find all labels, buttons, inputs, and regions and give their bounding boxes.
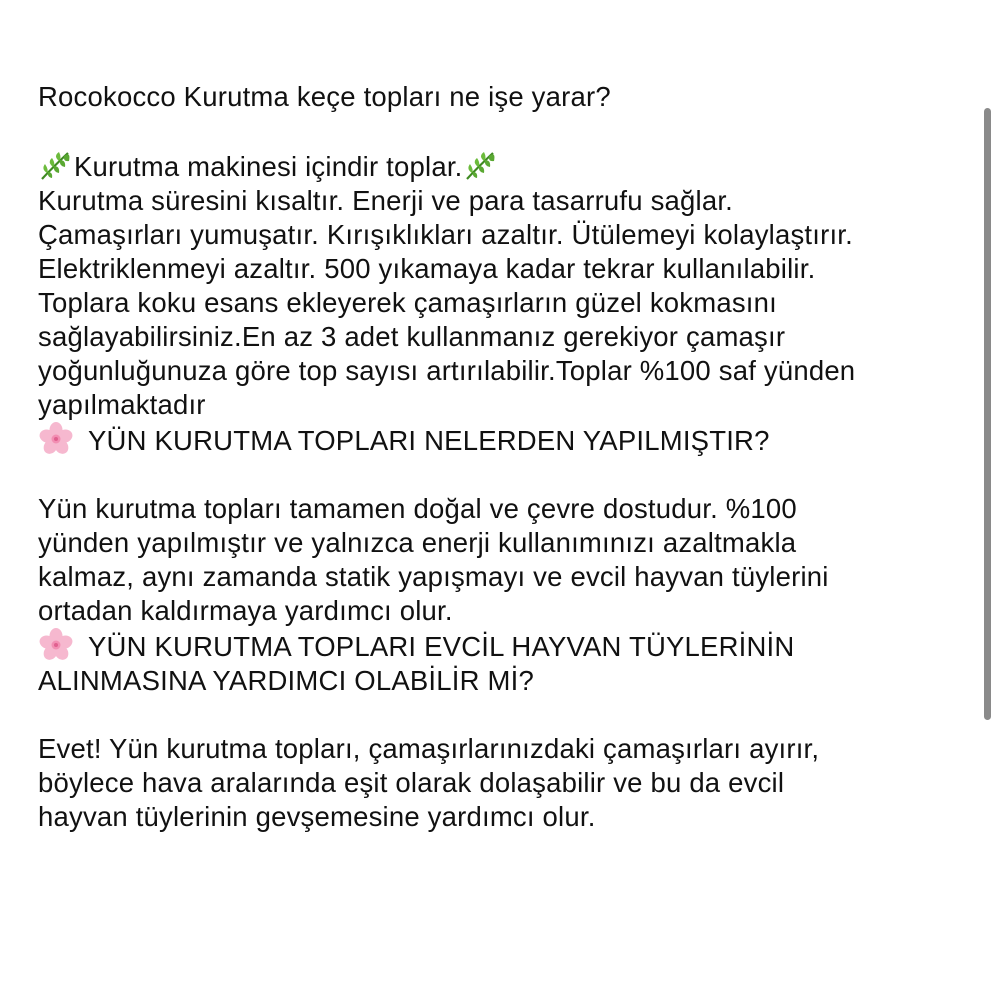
scrollbar-thumb[interactable] xyxy=(984,108,991,720)
heading3-line: ALINMASINA YARDIMCI OLABİLİR Mİ? xyxy=(38,665,534,696)
para1-line: Toplara koku esans ekleyerek çamaşırların güzel kokmasını xyxy=(38,287,777,318)
heading-pet-hair xyxy=(38,628,983,664)
blank-line xyxy=(38,114,983,148)
heading-dryer-balls xyxy=(38,148,983,184)
para2-line: ortadan kaldırmaya yardımcı olur. xyxy=(38,595,453,626)
vertical-scrollbar[interactable] xyxy=(984,108,992,748)
para1-line: Çamaşırları yumuşatır. Kırışıklıkları azaltır. Ütülemeyi kolaylaştırır. xyxy=(38,219,853,250)
cherry-blossom-icon xyxy=(38,628,74,662)
blank-line xyxy=(38,458,983,492)
cherry-blossom-icon xyxy=(38,422,74,456)
para1-line: sağlayabilirsiniz.En az 3 adet kullanmanız gerekiyor çamaşır xyxy=(38,321,786,352)
para2-line: yünden yapılmıştır ve yalnızca enerji kullanımınızı azaltmakla xyxy=(38,527,797,558)
para1-line: Kurutma süresini kısaltır. Enerji ve para tasarrufu sağlar. xyxy=(38,185,734,216)
cut-top-line: Rocokocco Kurutma keçe topları ne işe yarar? xyxy=(38,81,611,112)
blank-line xyxy=(38,698,983,732)
para3-line: hayvan tüylerinin gevşemesine yardımcı olur. xyxy=(38,801,596,832)
note-body[interactable] xyxy=(38,80,983,834)
para1-line: yoğunluğunuza göre top sayısı artırılabilir.Toplar %100 saf yünden xyxy=(38,355,856,386)
note-scroll-area[interactable] xyxy=(0,81,990,1000)
para1-line: Elektriklenmeyi azaltır. 500 yıkamaya kadar tekrar kullanılabilir. xyxy=(38,253,816,284)
heading1-text: Kurutma makinesi içindir toplar. xyxy=(74,151,463,182)
herb-icon xyxy=(38,148,74,182)
para2-line: kalmaz, aynı zamanda statik yapışmayı ve evcil hayvan tüylerini xyxy=(38,561,829,592)
herb-icon xyxy=(463,148,499,182)
heading2-text: YÜN KURUTMA TOPLARI NELERDEN YAPILMIŞTIR? xyxy=(88,425,770,456)
heading3-text: YÜN KURUTMA TOPLARI EVCİL HAYVAN TÜYLERİNİN xyxy=(88,631,795,662)
para2-line: Yün kurutma topları tamamen doğal ve çevre dostudur. %100 xyxy=(38,493,797,524)
para3-line: böylece hava aralarında eşit olarak dolaşabilir ve bu da evcil xyxy=(38,767,785,798)
para3-line: Evet! Yün kurutma topları, çamaşırlarınızdaki çamaşırları ayırır, xyxy=(38,733,820,764)
para1-line: yapılmaktadır xyxy=(38,389,206,420)
heading-what-made-of xyxy=(38,422,983,458)
